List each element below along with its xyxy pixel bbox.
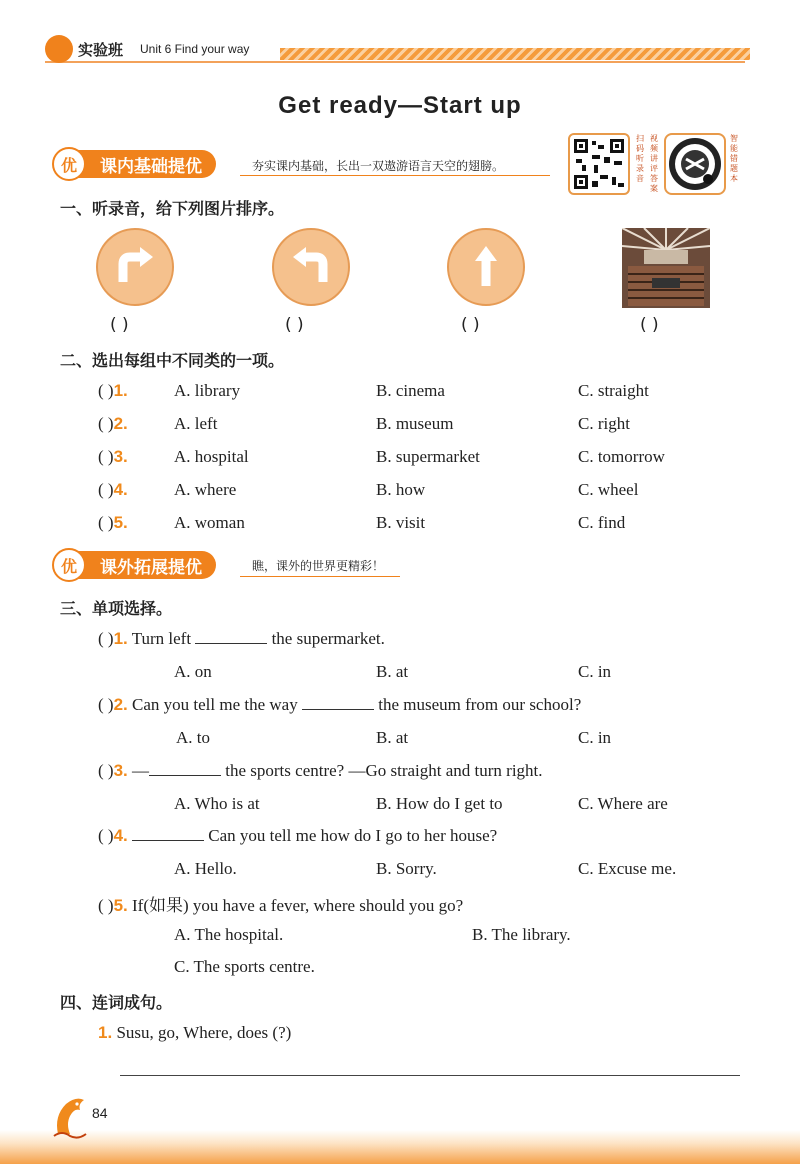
part4-question [98, 1023, 291, 1043]
option-a: A. to [176, 728, 210, 747]
footer-stripe [0, 1130, 800, 1164]
turn-right-arrow-icon [96, 228, 174, 306]
option-b: B. how [376, 480, 426, 499]
section-underline [240, 175, 550, 176]
question-number: 3. [113, 447, 128, 466]
header-rule [45, 61, 745, 63]
answer-paren[interactable]: ( ) [98, 381, 114, 400]
answer-paren[interactable]: ( ) [98, 695, 114, 714]
option-c: C. The sports centre. [174, 957, 315, 976]
stem-post: the museum from our school? [373, 695, 582, 714]
option-c: C. tomorrow [578, 447, 665, 466]
question-stem [98, 629, 385, 649]
section-badge-icon: 优 [52, 147, 86, 181]
option-b: B. museum [376, 414, 454, 433]
question-number: 2. [113, 695, 128, 714]
option-c: C. Where are [578, 794, 668, 813]
series-logo-icon [45, 35, 73, 63]
part3-heading: 三、单项选择。 [60, 599, 173, 618]
stem-post: Can you tell me how do I go to her house? [204, 826, 498, 845]
section-note: 夯实课内基础，长出一双遨游语言天空的翅膀。 [252, 159, 505, 173]
option-b: B. The library. [472, 925, 571, 944]
question-number: 2. [113, 414, 128, 433]
stem-pre: Turn left [131, 629, 196, 648]
option-c: C. straight [578, 381, 649, 400]
qr-tag-wrongbook: 智能错题本 [730, 134, 738, 183]
part1-heading: 一、听录音，给下列图片排序。 [60, 199, 285, 218]
page-title: Get ready—Start up [278, 92, 522, 119]
stem-pre: If(如果) you have a fever, where should you go? [132, 896, 464, 915]
section-badge-icon: 优 [52, 548, 86, 582]
cinema-picture [622, 228, 710, 308]
option-c: C. find [578, 513, 626, 532]
question-number: 1. [113, 381, 128, 400]
series-title: 实验班 [78, 41, 124, 59]
answer-paren[interactable]: ( ) [98, 414, 114, 433]
stem-pre: Can you tell me the way [132, 695, 302, 714]
answer-paren-1[interactable]: ( ) [110, 315, 129, 335]
option-c: C. Excuse me. [578, 859, 677, 878]
question-number: 1. [98, 1023, 113, 1042]
option-a: A. woman [174, 513, 245, 532]
stem-post: the sports centre? —Go straight and turn right. [221, 761, 543, 780]
question-stem [98, 761, 543, 781]
question-number: 4. [113, 826, 128, 845]
section-underline [240, 576, 400, 577]
part2-row [98, 414, 128, 434]
answer-paren-4[interactable]: ( ) [640, 315, 659, 335]
stem-pre: — [132, 761, 150, 780]
option-a: A. Who is at [174, 794, 260, 813]
qr-code-audio[interactable] [568, 133, 630, 195]
question-number: 5. [113, 513, 128, 532]
option-a: A. on [174, 662, 212, 681]
part2-row [98, 381, 128, 401]
option-a: A. Hello. [174, 859, 237, 878]
answer-paren[interactable]: ( ) [98, 447, 114, 466]
option-a: A. library [174, 381, 241, 400]
answer-paren[interactable]: ( ) [98, 826, 114, 845]
option-c: C. right [578, 414, 630, 433]
option-b: B. at [376, 662, 409, 681]
option-a: A. left [174, 414, 218, 433]
section-badge-label: 课外拓展提优 [100, 557, 202, 578]
question-number: 4. [113, 480, 128, 499]
qr-code-wrongbook[interactable] [664, 133, 726, 195]
fill-blank[interactable] [132, 826, 204, 841]
question-number: 5. [113, 896, 128, 915]
question-stem [98, 826, 497, 846]
part2-row [98, 447, 128, 467]
straight-arrow-icon [447, 228, 525, 306]
unit-title: Unit 6 Find your way [140, 42, 250, 56]
qr-tag-audio: 扫码听录音 [636, 134, 644, 183]
option-b: B. at [376, 728, 409, 747]
option-b: B. How do I get to [376, 794, 503, 813]
part2-heading: 二、选出每组中不同类的一项。 [60, 351, 285, 370]
answer-paren[interactable]: ( ) [98, 480, 114, 499]
page-number: 84 [92, 1105, 108, 1121]
section-note: 瞧，课外的世界更精彩！ [252, 559, 385, 573]
answer-paren[interactable]: ( ) [98, 629, 114, 648]
stem-post: the supermarket. [267, 629, 385, 648]
turn-left-arrow-icon [272, 228, 350, 306]
word-list: Susu, go, Where, does (?) [116, 1023, 292, 1042]
dolphin-mascot-icon [50, 1094, 90, 1140]
fill-blank[interactable] [195, 629, 267, 644]
option-a: A. The hospital. [174, 925, 284, 944]
qr-tag-video: 视频讲评答案 [650, 134, 658, 193]
option-b: B. Sorry. [376, 859, 437, 878]
part2-row [98, 480, 128, 500]
answer-paren[interactable]: ( ) [98, 896, 114, 915]
answer-paren[interactable]: ( ) [98, 513, 114, 532]
option-a: A. hospital [174, 447, 249, 466]
option-c: C. in [578, 728, 612, 747]
question-stem [98, 891, 463, 916]
option-c: C. wheel [578, 480, 639, 499]
fill-blank[interactable] [302, 695, 374, 710]
option-b: B. visit [376, 513, 426, 532]
answer-line[interactable] [120, 1075, 740, 1076]
fill-blank[interactable] [149, 761, 221, 776]
option-a: A. where [174, 480, 237, 499]
option-b: B. cinema [376, 381, 445, 400]
header-stripe [280, 48, 750, 60]
part2-row [98, 513, 128, 533]
question-number: 3. [113, 761, 128, 780]
section-badge-label: 课内基础提优 [100, 156, 202, 177]
answer-paren-3[interactable]: ( ) [461, 315, 480, 335]
answer-paren[interactable]: ( ) [98, 761, 114, 780]
answer-paren-2[interactable]: ( ) [285, 315, 304, 335]
part4-heading: 四、连词成句。 [60, 993, 173, 1012]
question-number: 1. [113, 629, 128, 648]
option-b: B. supermarket [376, 447, 480, 466]
question-stem [98, 695, 581, 715]
option-c: C. in [578, 662, 612, 681]
